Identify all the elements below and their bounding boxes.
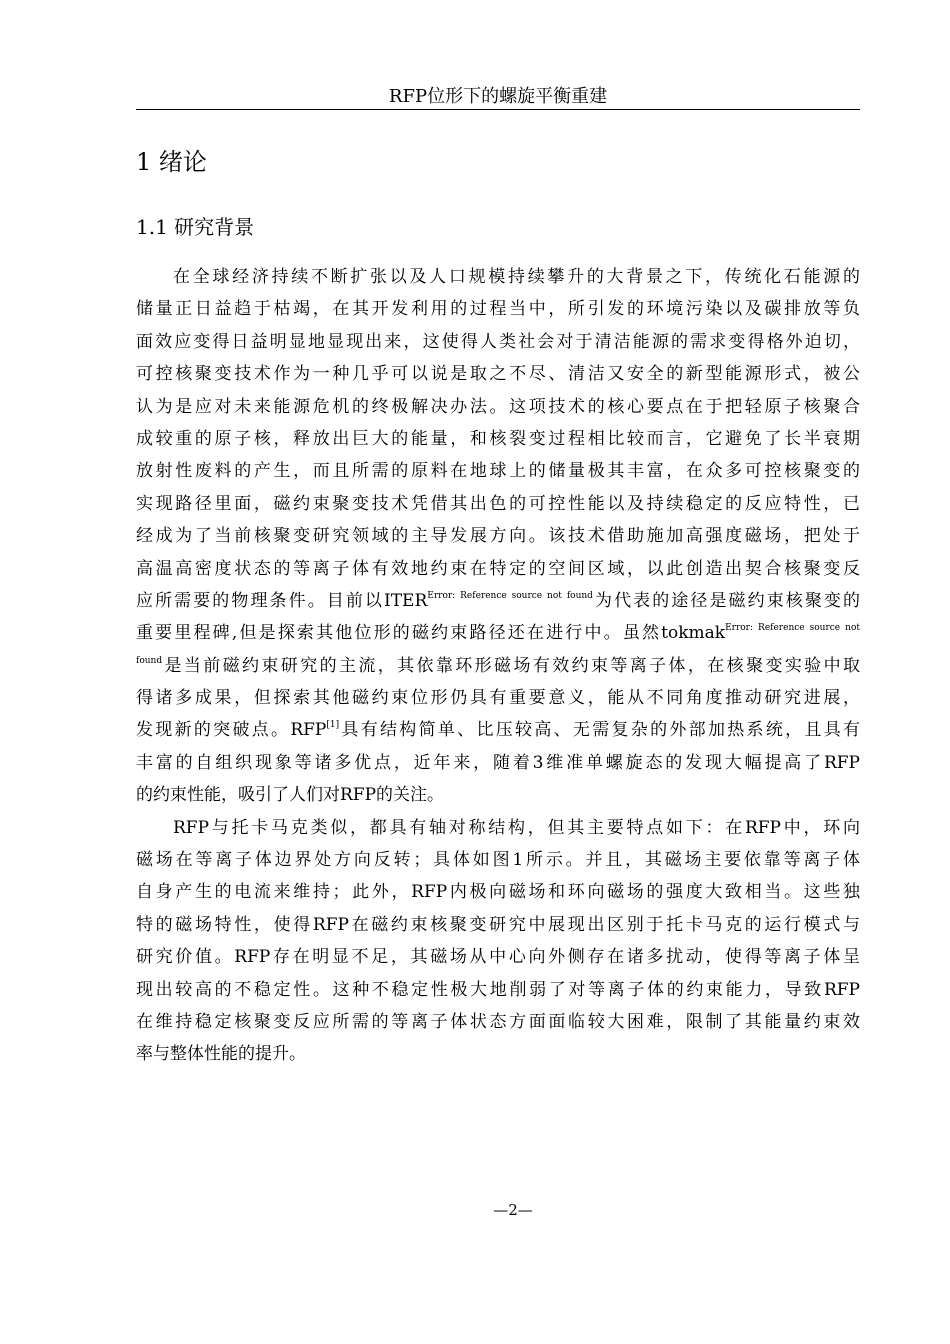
paragraph-line: 研究价值。RFP存在明显不足，其磁场从中心向外侧存在诸多扰动，使得等离子体呈 xyxy=(136,947,860,968)
paragraph-line xyxy=(136,650,860,682)
paragraph-line: 高温高密度状态的等离子体有效地约束在特定的空间区域，以此创造出契合核聚变反 xyxy=(136,558,860,579)
paragraph-line xyxy=(136,714,860,746)
line-text: 为代表的途径是磁约束核聚变的 xyxy=(592,590,861,611)
running-header: RFP位形下的螺旋平衡重建 xyxy=(388,86,608,107)
paragraph-line: 面效应变得日益明显地显现出来，这使得人类社会对于清洁能源的需求变得格外迫切， xyxy=(136,331,860,352)
paragraph-line: 特的磁场特性，使得RFP在磁约束核聚变研究中展现出区别于托卡马克的运行模式与 xyxy=(136,914,860,935)
page-number: —2— xyxy=(493,1201,533,1219)
paragraph-line: 磁场在等离子体边界处方向反转；具体如图1所示。并且，其磁场主要依靠等离子体 xyxy=(136,850,860,871)
paragraph-line: 认为是应对未来能源危机的终极解决办法。这项技术的核心要点在于把轻原子核聚合 xyxy=(136,396,860,417)
line-text: 重要里程碑,但是探索其他位形的磁约束路径还在进行中。虽然tokmak xyxy=(136,623,726,644)
paragraph-line: 实现路径里面，磁约束聚变技术凭借其出色的可控性能以及持续稳定的反应特性，已 xyxy=(136,493,860,514)
line-text: 是当前磁约束研究的主流，其依靠环形磁场有效约束等离子体，在核聚变实验中取 xyxy=(162,655,860,676)
line-text: 具有结构简单、比压较高、无需复杂的外部加热系统，且具有 xyxy=(339,720,860,741)
paragraph-line: 得诸多成果，但探索其他磁约束位形仍具有重要意义，能从不同角度推动研究进展， xyxy=(136,688,860,709)
paragraph-line: 丰富的自组织现象等诸多优点，近年来，随着3维准单螺旋态的发现大幅提高了RFP xyxy=(136,752,860,773)
paragraph-line xyxy=(136,617,860,649)
chapter-heading: 1 绪论 xyxy=(136,148,207,176)
paragraph-line: 成较重的原子核，释放出巨大的能量，和核裂变过程相比较而言，它避免了长半衰期 xyxy=(136,428,860,449)
paragraph-line: 经成为了当前核聚变研究领域的主导发展方向。该技术借助施加高强度磁场，把处于 xyxy=(136,526,860,547)
paragraph-line xyxy=(136,585,860,617)
reference-error-marker: found xyxy=(136,655,163,666)
paragraph-line: 储量正日益趋于枯竭，在其开发利用的过程当中，所引发的环境污染以及碳排放等负 xyxy=(136,299,860,320)
paragraph-line: 率与整体性能的提升。 xyxy=(136,1044,306,1065)
paragraph-line: 现出较高的不稳定性。这种不稳定性极大地削弱了对等离子体的约束能力，导致RFP xyxy=(136,979,860,1000)
line-text: 发现新的突破点。RFP xyxy=(136,720,327,741)
header-divider xyxy=(136,109,860,110)
paragraph-line: 可控核聚变技术作为一种几乎可以说是取之不尽、清洁又安全的新型能源形式，被公 xyxy=(136,364,860,385)
body-text xyxy=(136,261,860,1071)
paragraph-line: 的约束性能，吸引了人们对RFP的关注。 xyxy=(136,785,445,806)
paragraph-line: RFP与托卡马克类似，都具有轴对称结构，但其主要特点如下：在RFP中，环向 xyxy=(173,817,860,838)
reference-error-marker: Error: Reference source not xyxy=(725,623,860,634)
paragraph-line: 自身产生的电流来维持；此外，RFP内极向磁场和环向磁场的强度大致相当。这些独 xyxy=(136,882,860,903)
section-heading: 1.1 研究背景 xyxy=(136,215,255,239)
citation-marker: [1] xyxy=(326,720,340,731)
paragraph-line: 放射性废料的产生，而且所需的原料在地球上的储量极其丰富，在众多可控核聚变的 xyxy=(136,461,860,482)
line-text: 应所需要的物理条件。目前以ITER xyxy=(136,590,428,611)
paragraph-line: 在维持稳定核聚变反应所需的等离子体状态方面面临较大困难，限制了其能量约束效 xyxy=(136,1011,860,1032)
reference-error-marker: Error: Reference source not found xyxy=(427,590,593,601)
paragraph-line: 在全球经济持续不断扩张以及人口规模持续攀升的大背景之下，传统化石能源的 xyxy=(173,267,860,287)
